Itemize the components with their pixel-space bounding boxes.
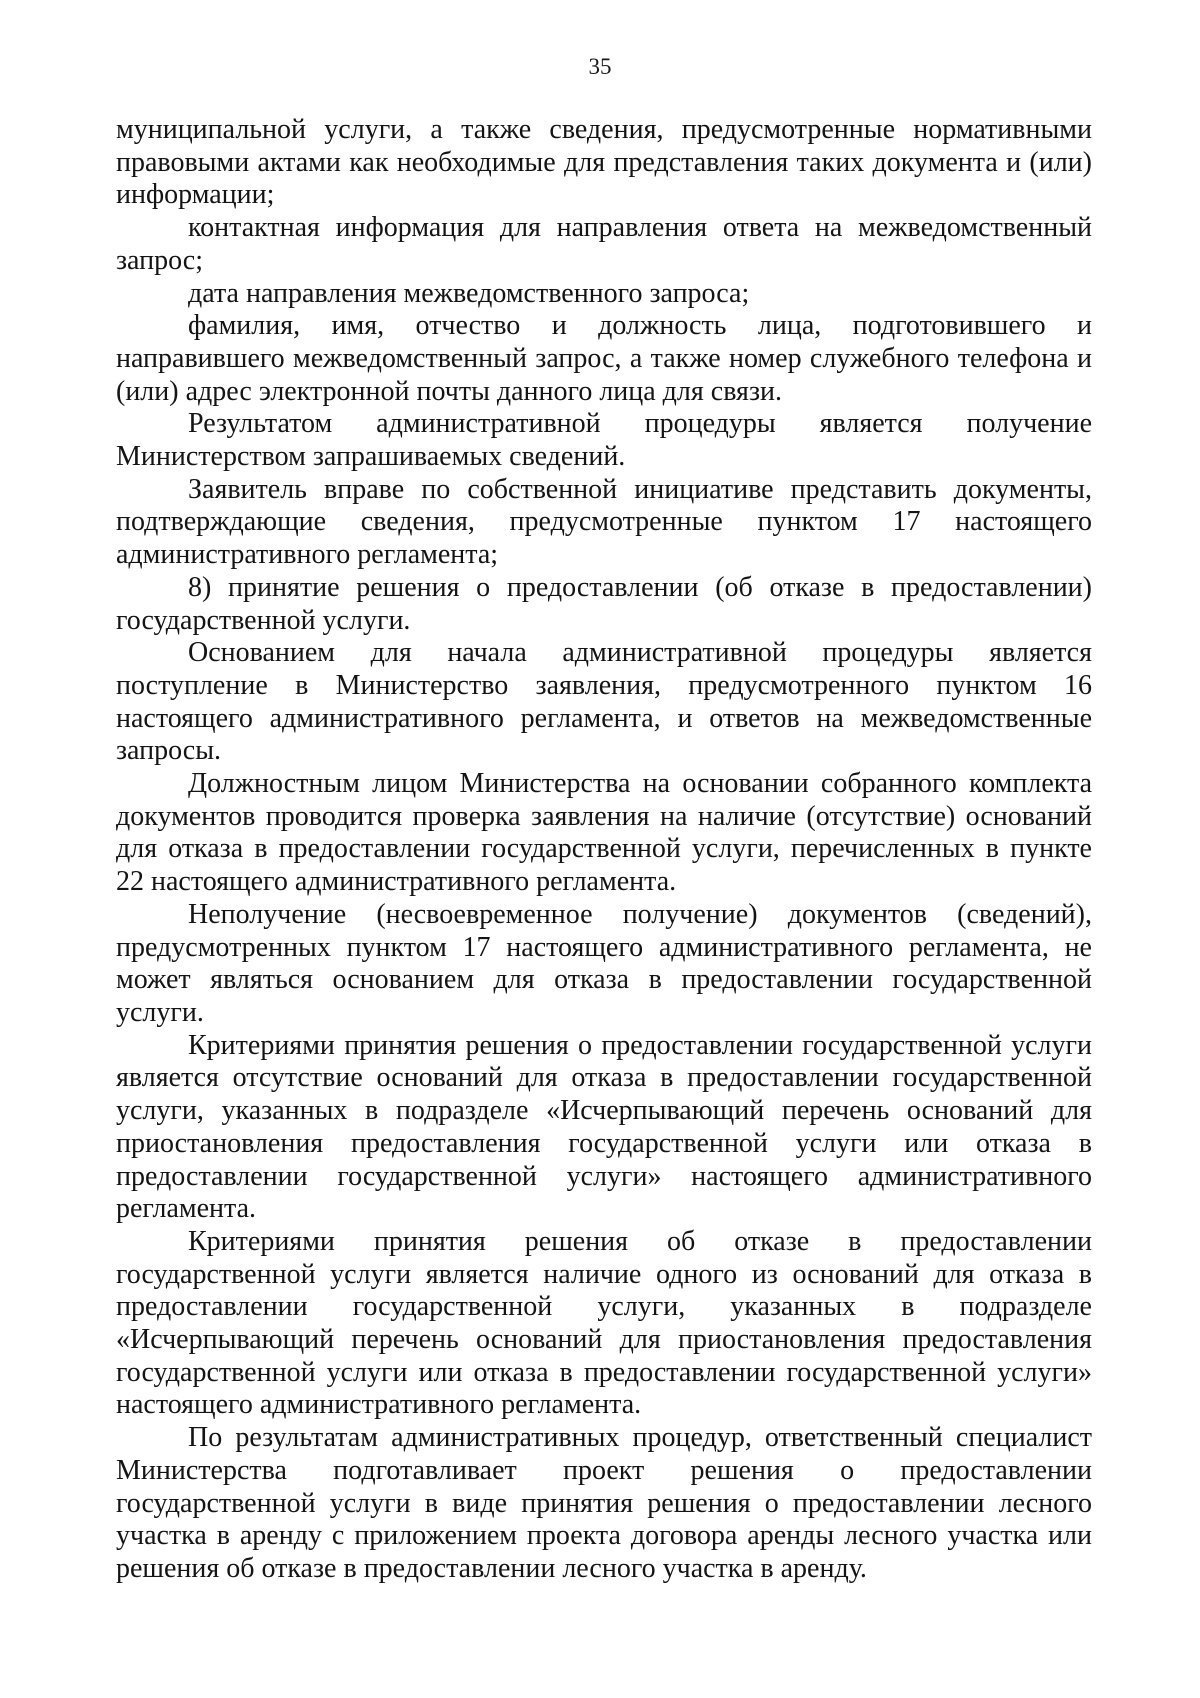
paragraph-procedure-outcome: По результатам административных процедур, ответственный специалист Министерства подготавливает проект решения о предоставлении государственной услуги в виде принятия решения о предоставлении лесного участка в аренду с приложением проекта договора аренды лесного участка или решения об отказе в предоставлении лесного участка в аренду. [116,1422,1092,1584]
paragraph-decision-step: 8) принятие решения о предоставлении (об отказе в предоставлении) государственной услуги. [116,571,1092,636]
document-body [116,114,1092,1586]
paragraph-contact-info: контактная информация для направления ответа на межведомственный запрос; [116,212,1092,276]
paragraph-non-receipt: Неполучение (несвоевременное получение) документов (сведений), предусмотренных пунктом 17 настоящего административного регламента, не может являться основанием для отказа в предоставлении государственной услуги. [116,898,1092,1028]
page-number: 35 [588,54,612,79]
paragraph-applicant-right: Заявитель вправе по собственной инициативе представить документы, подтверждающие сведения, предусмотренные пунктом 17 настоящего административного регламента; [116,473,1092,571]
paragraph-verification: Должностным лицом Министерства на основании собранного комплекта документов проводится проверка заявления на наличие (отсутствие) оснований для отказа в предоставлении государственной услуги, перечисленных в пункте 22 настоящего административного регламента. [116,768,1092,898]
paragraph-official-details: фамилия, имя, отчество и должность лица, подготовившего и направившего межведомственный запрос, а также номер служебного телефона и (или) адрес электронной почты данного лица для связи. [116,310,1092,407]
paragraph-procedure-basis: Основанием для начала административной процедуры является поступление в Министерство заявления, предусмотренного пунктом 16 настоящего административного регламента, и ответов на межведомственные запросы. [116,637,1092,767]
paragraph-approval-criteria: Критериями принятия решения о предоставлении государственной услуги является отсутствие оснований для отказа в предоставлении государственной услуги, указанных в подразделе «Исчерпывающий перечень оснований для приостановления предоставления государственной услуги или отказа в предоставлении государственной услуги» настоящего административного регламента. [116,1029,1092,1225]
paragraph-continuation: муниципальной услуги, а также сведения, предусмотренные нормативными правовыми актами как необходимые для представления таких документа и (или) информации; [116,114,1092,211]
paragraph-request-date: дата направления межведомственного запроса; [188,277,750,309]
paragraph-refusal-criteria: Критериями принятия решения об отказе в предоставлении государственной услуги является наличие одного из оснований для отказа в предоставлении государственной услуги, указанных в подразделе «Исчерпывающий перечень оснований для приостановления предоставления государственной услуги или отказа в предоставлении государственной услуги» настоящего административного регламента. [116,1225,1092,1421]
paragraph-procedure-result: Результатом административной процедуры является получение Министерством запрашиваемых сведений. [116,408,1092,473]
